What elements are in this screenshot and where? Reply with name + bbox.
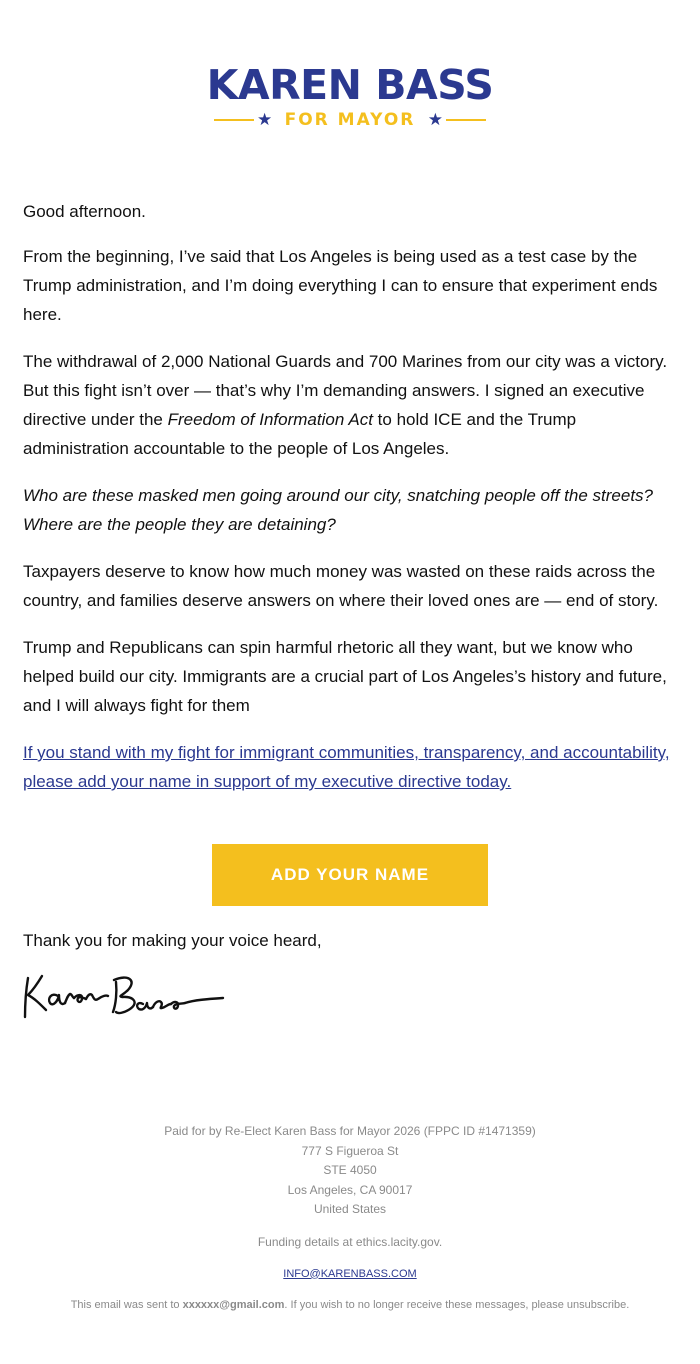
logo-rule-right	[446, 119, 486, 121]
paragraph-questions	[23, 481, 679, 539]
address-country: United States	[313, 1202, 387, 1216]
signature-icon	[22, 968, 226, 1020]
questions-text: Who are these masked men going around our city, snatching people off the streets? Where are the people they are detaining?	[23, 486, 653, 534]
paragraph-cta	[23, 738, 679, 796]
address-city: Los Angeles, CA 90017	[287, 1182, 413, 1197]
email-header	[0, 0, 700, 160]
contact-email-row	[0, 1264, 700, 1284]
email-footer	[0, 1122, 700, 1315]
paragraph-directive-text: The withdrawal of 2,000 National Guards and 700 Marines from our city was a victory. But this fight isn’t over — that’s why I’m demanding answers. I signed an executive directive under the	[23, 352, 668, 429]
foia-title: Freedom of Information Act	[167, 410, 373, 429]
logo-name: KAREN BASS	[206, 61, 494, 109]
paid-for-disclaimer: Paid for by Re-Elect Karen Bass for Mayor 2026 (FPPC ID #1471359)	[164, 1124, 536, 1138]
funding-details: Funding details at ethics.lacity.gov.	[257, 1234, 443, 1249]
add-name-link[interactable]: If you stand with my fight for immigrant communities, transparency, and accountability, please add your name in support of my executive directive today.	[23, 743, 670, 791]
footer-address	[0, 1122, 700, 1220]
address-street: 777 S Figueroa St	[301, 1143, 399, 1158]
paragraph-directive	[23, 347, 679, 463]
cta-container	[212, 844, 488, 906]
logo-subtitle: FOR MAYOR	[284, 110, 416, 130]
contact-email-link[interactable]: INFO@KARENBASS.COM	[283, 1267, 417, 1280]
add-your-name-button[interactable]: ADD YOUR NAME	[212, 844, 488, 906]
logo-tagline	[214, 108, 486, 132]
star-icon: ★	[257, 110, 273, 129]
greeting: Good afternoon.	[23, 202, 146, 221]
paragraph-intro: From the beginning, I’ve said that Los Angeles is being used as a test case by the Trump administration, and I’m doing everything I can to ensure that experiment ends here.	[23, 247, 658, 324]
logo-rule-left	[214, 119, 254, 121]
paragraph-taxpayers: Taxpayers deserve to know how much money was wasted on these raids across the country, and families deserve answers on where their loved ones are — end of story.	[23, 562, 659, 610]
star-icon: ★	[427, 110, 443, 129]
closing-line: Thank you for making your voice heard,	[23, 931, 322, 950]
email-body	[23, 197, 679, 814]
sent-prefix: This email was sent to	[70, 1298, 183, 1311]
address-suite: STE 4050	[323, 1163, 377, 1177]
sent-suffix: . If you wish to no longer receive these messages, please unsubscribe.	[284, 1298, 630, 1311]
paragraph-directive-text-end: to hold ICE and the Trump administration accountable to the people of Los Angeles.	[23, 410, 577, 458]
paragraph-immigrants: Trump and Republicans can spin harmful rhetoric all they want, but we know who helped build our city. Immigrants are a crucial part of Los Angeles’s history and future, and I will always fight for them	[23, 638, 667, 715]
recipient-email: xxxxxx@gmail.com	[182, 1298, 285, 1311]
unsubscribe-notice	[0, 1296, 700, 1315]
